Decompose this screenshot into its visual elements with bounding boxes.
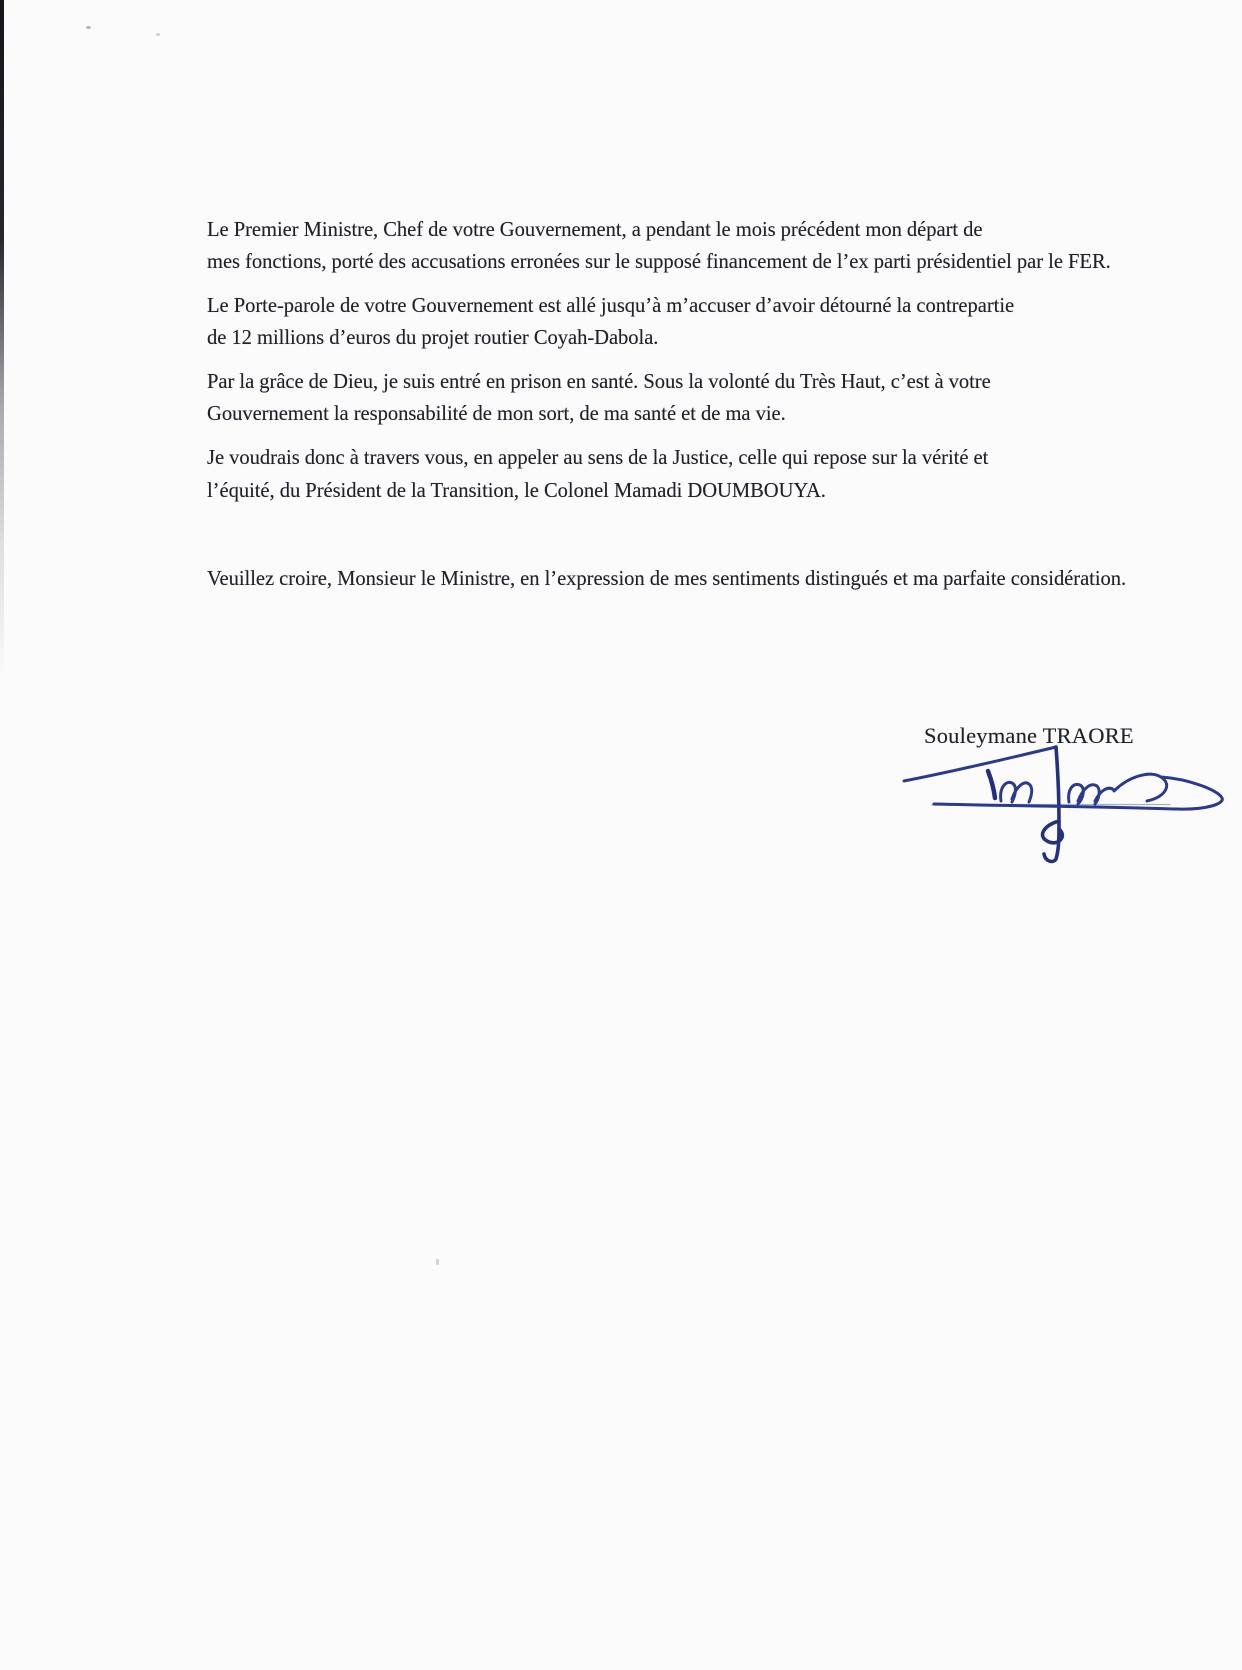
signature-t-stem <box>988 771 995 798</box>
scan-speck <box>156 33 160 36</box>
signature-letters-no <box>1069 784 1114 804</box>
signature-crossbar <box>904 747 1056 781</box>
text-line: Je voudrais donc à travers vous, en appeler au sens de la Justice, celle qui repose sur la vérité et <box>207 447 989 470</box>
text-line: Le Premier Ministre, Chef de votre Gouvernement, a pendant le mois précédent mon départ de <box>207 219 983 241</box>
text-line: l’équité, du Président de la Transition, le Colonel Mamadi DOUMBOUYA. <box>207 479 826 502</box>
text-line: Veuillez croire, Monsieur le Ministre, en l’expression de mes sentiments distingués et ma parfaite <box>207 567 1006 590</box>
text-line: Par la grâce de Dieu, je suis entré en prison en santé. Sous la volonté du Très Haut, c’est à votre <box>207 371 991 394</box>
text-line: de 12 millions d’euros du projet routier Coyah-Dabola. <box>207 327 659 350</box>
paragraph-appel-justice <box>207 442 1152 507</box>
scan-edge-artifact <box>0 0 4 680</box>
text-line: considération. <box>1010 567 1127 590</box>
text-line: Le Porte-parole de votre Gouvernement est allé jusqu’à m’accuser d’avoir détourné la contrepartie <box>207 295 1015 318</box>
paragraph-porte-parole <box>207 290 1152 355</box>
signature-letters-ra <box>1001 782 1032 802</box>
text-line: par le FER. <box>1016 251 1111 274</box>
letter-body <box>207 214 1152 607</box>
scan-speck <box>436 1259 439 1265</box>
handwritten-signature <box>888 733 1233 868</box>
paragraph-grace-de-dieu <box>207 366 1152 431</box>
signer-name: Souleymane TRAORE <box>924 723 1134 748</box>
scan-speck <box>86 26 91 29</box>
text-line: Gouvernement la responsabilité de mon sort, de ma santé et de ma vie. <box>207 403 786 426</box>
text-line: mes fonctions, porté des accusations erronées sur le supposé financement de l’ex parti présidentiel <box>207 251 1012 274</box>
closing-salutation <box>207 563 1152 595</box>
paragraph-premier-ministre <box>207 214 1152 279</box>
